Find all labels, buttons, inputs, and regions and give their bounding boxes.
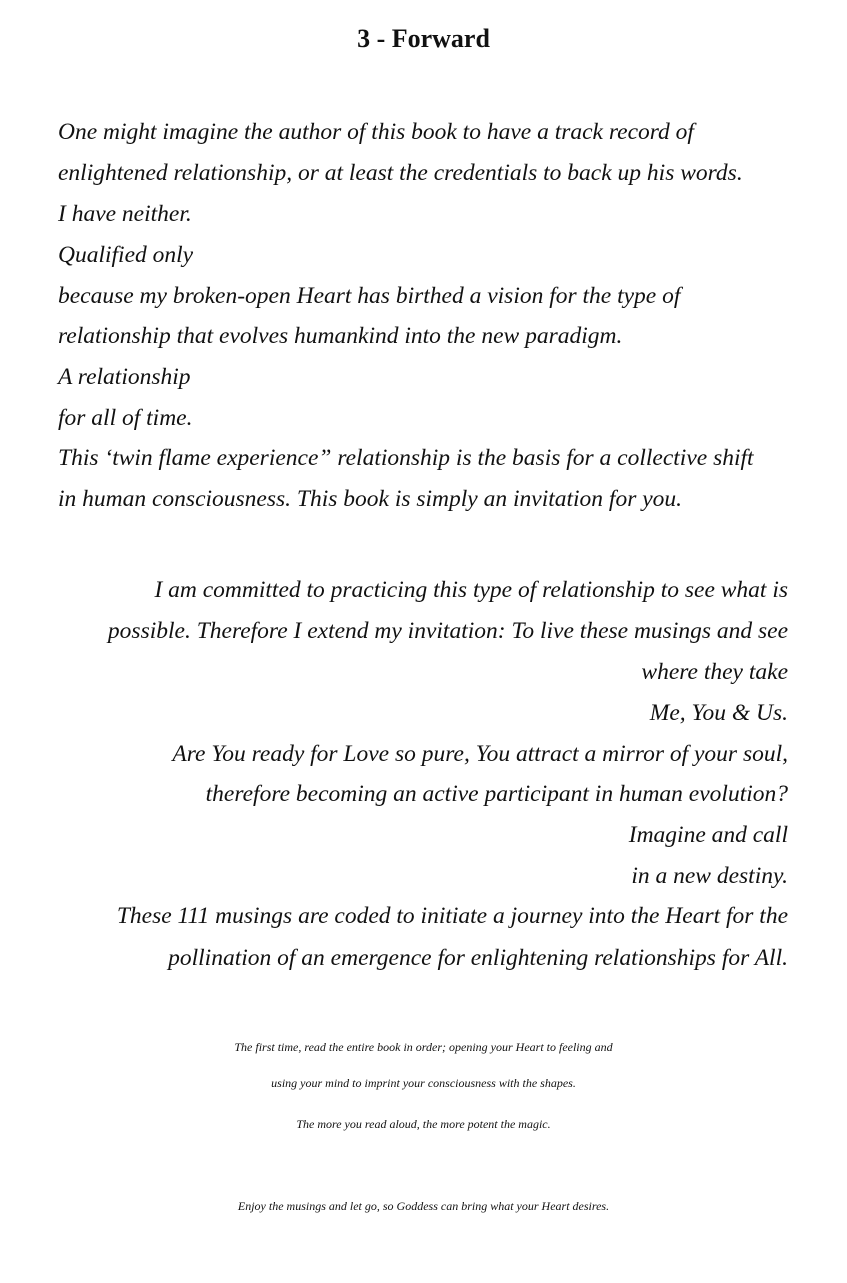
text-line: The first time, read the entire book in order; opening your Heart to feeling and [234, 1040, 613, 1054]
text-line: in a new destiny. [631, 863, 788, 889]
text-line: therefore becoming an active participant in human evolution? [205, 781, 788, 807]
text-line: I am committed to practicing this type of relationship to see what is [154, 577, 788, 603]
text-line: I have neither. [58, 201, 192, 227]
text-line: The more you read aloud, the more potent the magic. [296, 1117, 551, 1131]
text-line: enlightened relationship, or at least the credentials to back up his words. [58, 160, 743, 186]
text-line: Are You ready for Love so pure, You attract a mirror of your soul, [172, 741, 788, 767]
text-line: pollination of an emergence for enlightening relationships for All. [168, 945, 788, 971]
text-line: relationship that evolves humankind into the new paradigm. [58, 323, 623, 349]
text-line: One might imagine the author of this book to have a track record of [58, 119, 694, 145]
closing-line: Enjoy the musings and let go, so Goddess can bring what your Heart desires. [237, 1199, 610, 1213]
text-line: Imagine and call [628, 822, 788, 848]
text-line: Me, You & Us. [649, 700, 788, 726]
text-line: using your mind to imprint your consciousness with the shapes. [271, 1076, 576, 1090]
text-line: Qualified only [58, 242, 194, 268]
text-line: because my broken-open Heart has birthed a vision for the type of [58, 283, 681, 309]
text-line: possible. Therefore I extend my invitation: To live these musings and see [107, 618, 788, 644]
text-line: A relationship [58, 364, 191, 390]
text-line: for all of time. [58, 405, 193, 431]
text-line: These 111 musings are coded to initiate a journey into the Heart for the [116, 903, 788, 929]
page-title: 3 - Forward [357, 24, 490, 53]
text-line: where they take [641, 659, 788, 685]
text-line: in human consciousness. This book is simply an invitation for you. [58, 486, 683, 512]
text-line: This ‘twin flame experience” relationship is the basis for a collective shift [58, 445, 754, 471]
